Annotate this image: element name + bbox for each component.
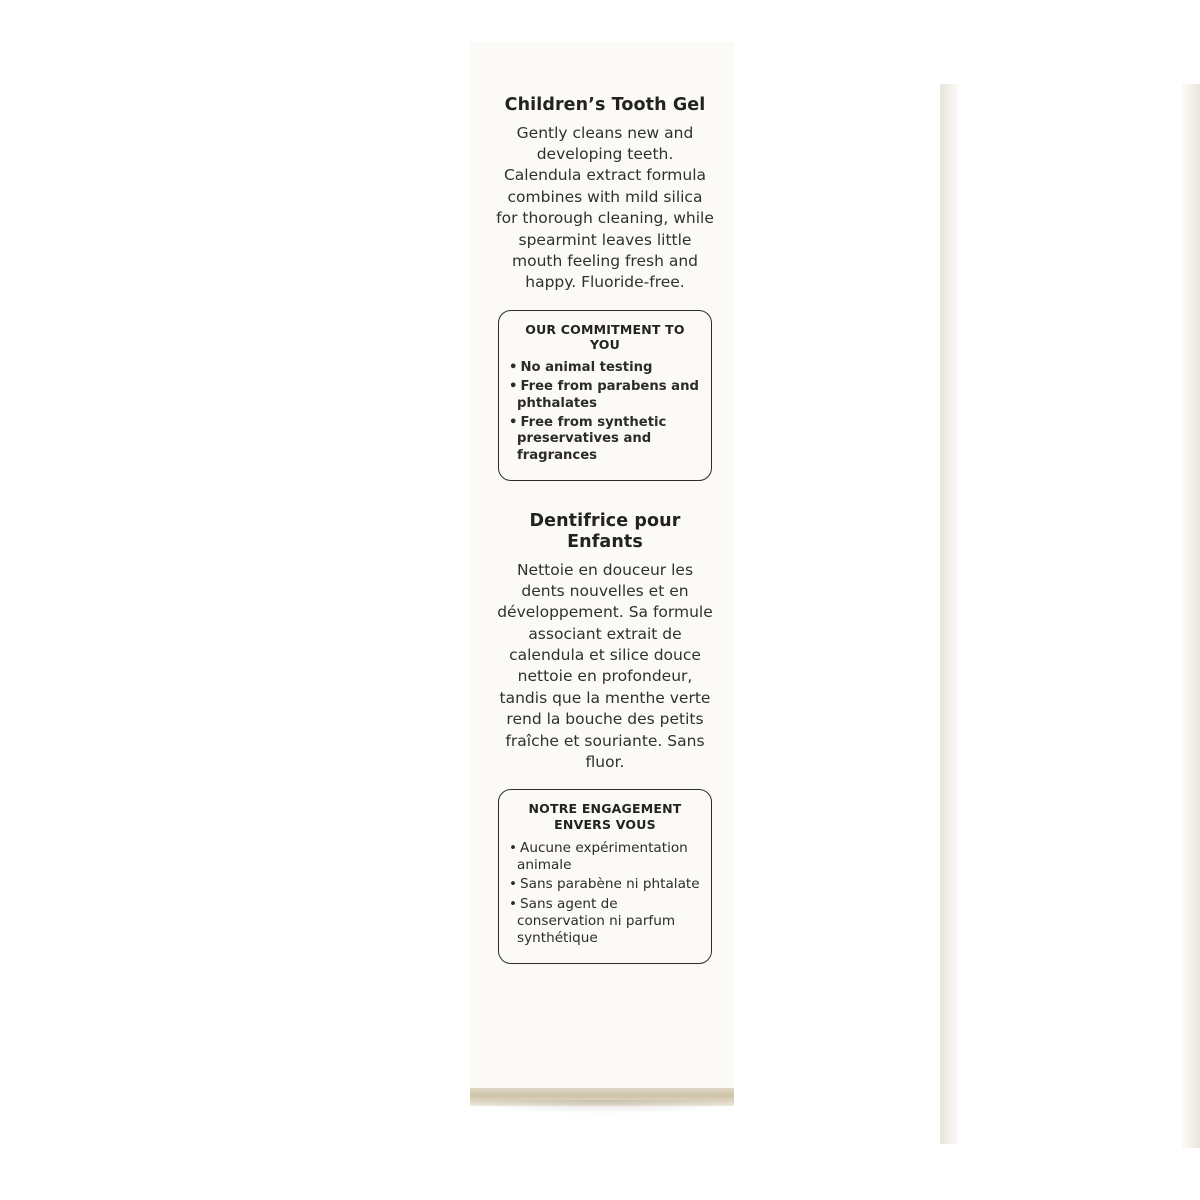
carton-right-edge [1182, 84, 1200, 1148]
french-commitment-box [498, 789, 712, 964]
french-section [492, 511, 718, 964]
french-product-description: Nettoie en douceur les dents nouvelles et en développement. Sa formule associant extrait de calendula et silice douce nettoie en profondeur, tandis que la menthe verte rend la bouche des petits fraîche et souriante. Sans fluor. [497, 560, 713, 771]
list-item: • No animal testing [509, 360, 701, 377]
english-commitment-title: OUR COMMITMENT TO YOU [525, 321, 685, 353]
french-commitment-title: NOTRE ENGAGEMENT ENVERS VOUS [528, 801, 682, 832]
list-item: • Free from synthetic preservatives and fragrances [509, 415, 701, 466]
carton-drop-shadow [466, 1100, 742, 1114]
english-section [492, 95, 718, 481]
list-item: • Sans parabène ni phtalate [509, 876, 701, 893]
french-product-heading: Dentifrice pour Enfants [529, 511, 681, 552]
carton-left-face [940, 84, 958, 1144]
list-item: • Aucune expérimentation animale [509, 840, 701, 875]
english-product-heading: Children’s Tooth Gel [504, 95, 706, 115]
french-commitment-list [509, 840, 701, 948]
english-product-description: Gently cleans new and developing teeth. Calendula extract formula combines with mild silica for thorough cleaning, while spearmint leaves little mouth feeling fresh and happy. Fluoride-free. [496, 123, 714, 292]
english-commitment-list [509, 360, 701, 465]
section-divider [492, 481, 718, 511]
carton-label-panel [492, 95, 718, 964]
list-item: • Sans agent de conservation ni parfum synthétique [509, 896, 701, 948]
list-item: • Free from parabens and phthalates [509, 379, 701, 413]
english-commitment-box [498, 310, 712, 482]
